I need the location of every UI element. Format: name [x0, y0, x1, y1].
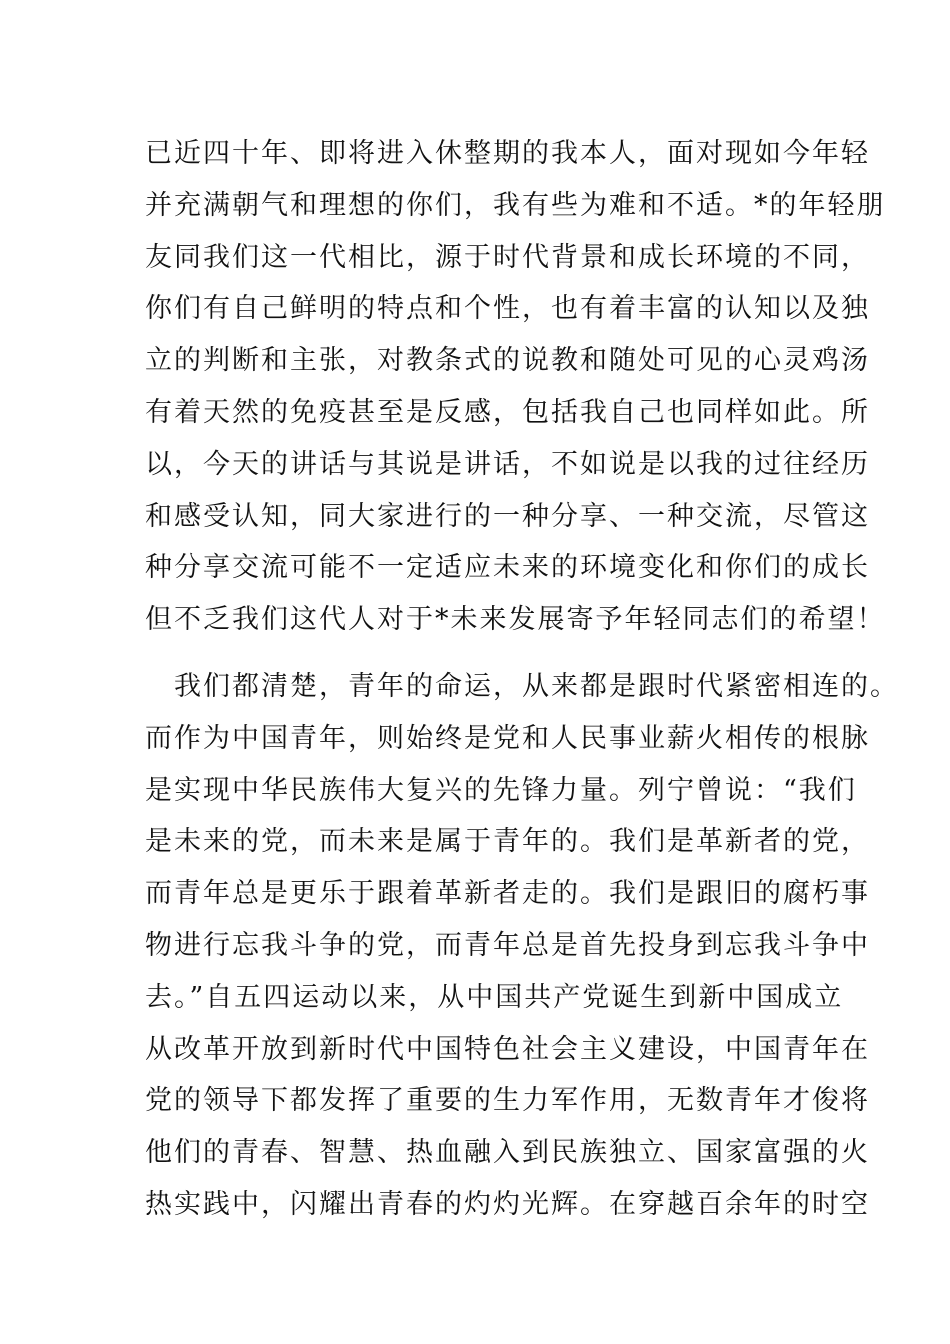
text-line: 已近四十年、即将进入休整期的我本人，面对现如今年轻 — [145, 138, 870, 169]
text-line: 立的判断和主张，对教条式的说教和随处可见的心灵鸡汤 — [145, 345, 870, 377]
text-line: 但不乏我们这代人对于*未来发展寄予年轻同志们的希望！ — [145, 604, 886, 636]
text-line: 并充满朝气和理想的你们，我有些为难和不适。*的年轻朋 — [145, 189, 886, 221]
text-line: 你们有自己鲜明的特点和个性，也有着丰富的认知以及独 — [145, 293, 870, 325]
text-line: 种分享交流可能不一定适应未来的环境变化和你们的成长 — [145, 552, 870, 584]
text-line: 有着天然的免疫甚至是反感，包括我自己也同样如此。所 — [145, 396, 870, 428]
text-line: 物进行忘我斗争的党，而青年总是首先投身到忘我斗争中 — [145, 929, 870, 961]
text-line: 以，今天的讲话与其说是讲话，不如说是以我的过往经历 — [145, 448, 870, 480]
text-line: 我们都清楚，青年的命运，从来都是跟时代紧密相连的。 — [145, 670, 899, 702]
paragraph-1 — [145, 128, 886, 646]
text-line: 和感受认知，同大家进行的一种分享、一种交流，尽管这 — [145, 500, 870, 532]
text-line: 热实践中，闪耀出青春的灼灼光辉。在穿越百余年的时空 — [145, 1188, 870, 1220]
text-line: 党的领导下都发挥了重要的生力军作用，无数青年才俊将 — [145, 1085, 870, 1117]
text-line: 而青年总是更乐于跟着革新者走的。我们是跟旧的腐朽事 — [145, 878, 870, 910]
text-line: 去。”自五四运动以来，从中国共产党诞生到新中国成立 — [145, 981, 844, 1013]
text-line: 是实现中华民族伟大复兴的先锋力量。列宁曾说：“我们 — [145, 774, 857, 806]
text-line: 他们的青春、智慧、热血融入到民族独立、国家富强的火 — [145, 1137, 870, 1169]
text-line: 是未来的党，而未来是属于青年的。我们是革新者的党， — [145, 826, 870, 858]
text-line: 友同我们这一代相比，源于时代背景和成长环境的不同， — [145, 241, 870, 273]
text-line: 而作为中国青年，则始终是党和人民事业薪火相传的根脉 — [145, 722, 870, 754]
body-text — [145, 128, 899, 1231]
text-line: 从改革开放到新时代中国特色社会主义建设，中国青年在 — [145, 1033, 870, 1065]
paragraph-2 — [145, 661, 899, 1231]
